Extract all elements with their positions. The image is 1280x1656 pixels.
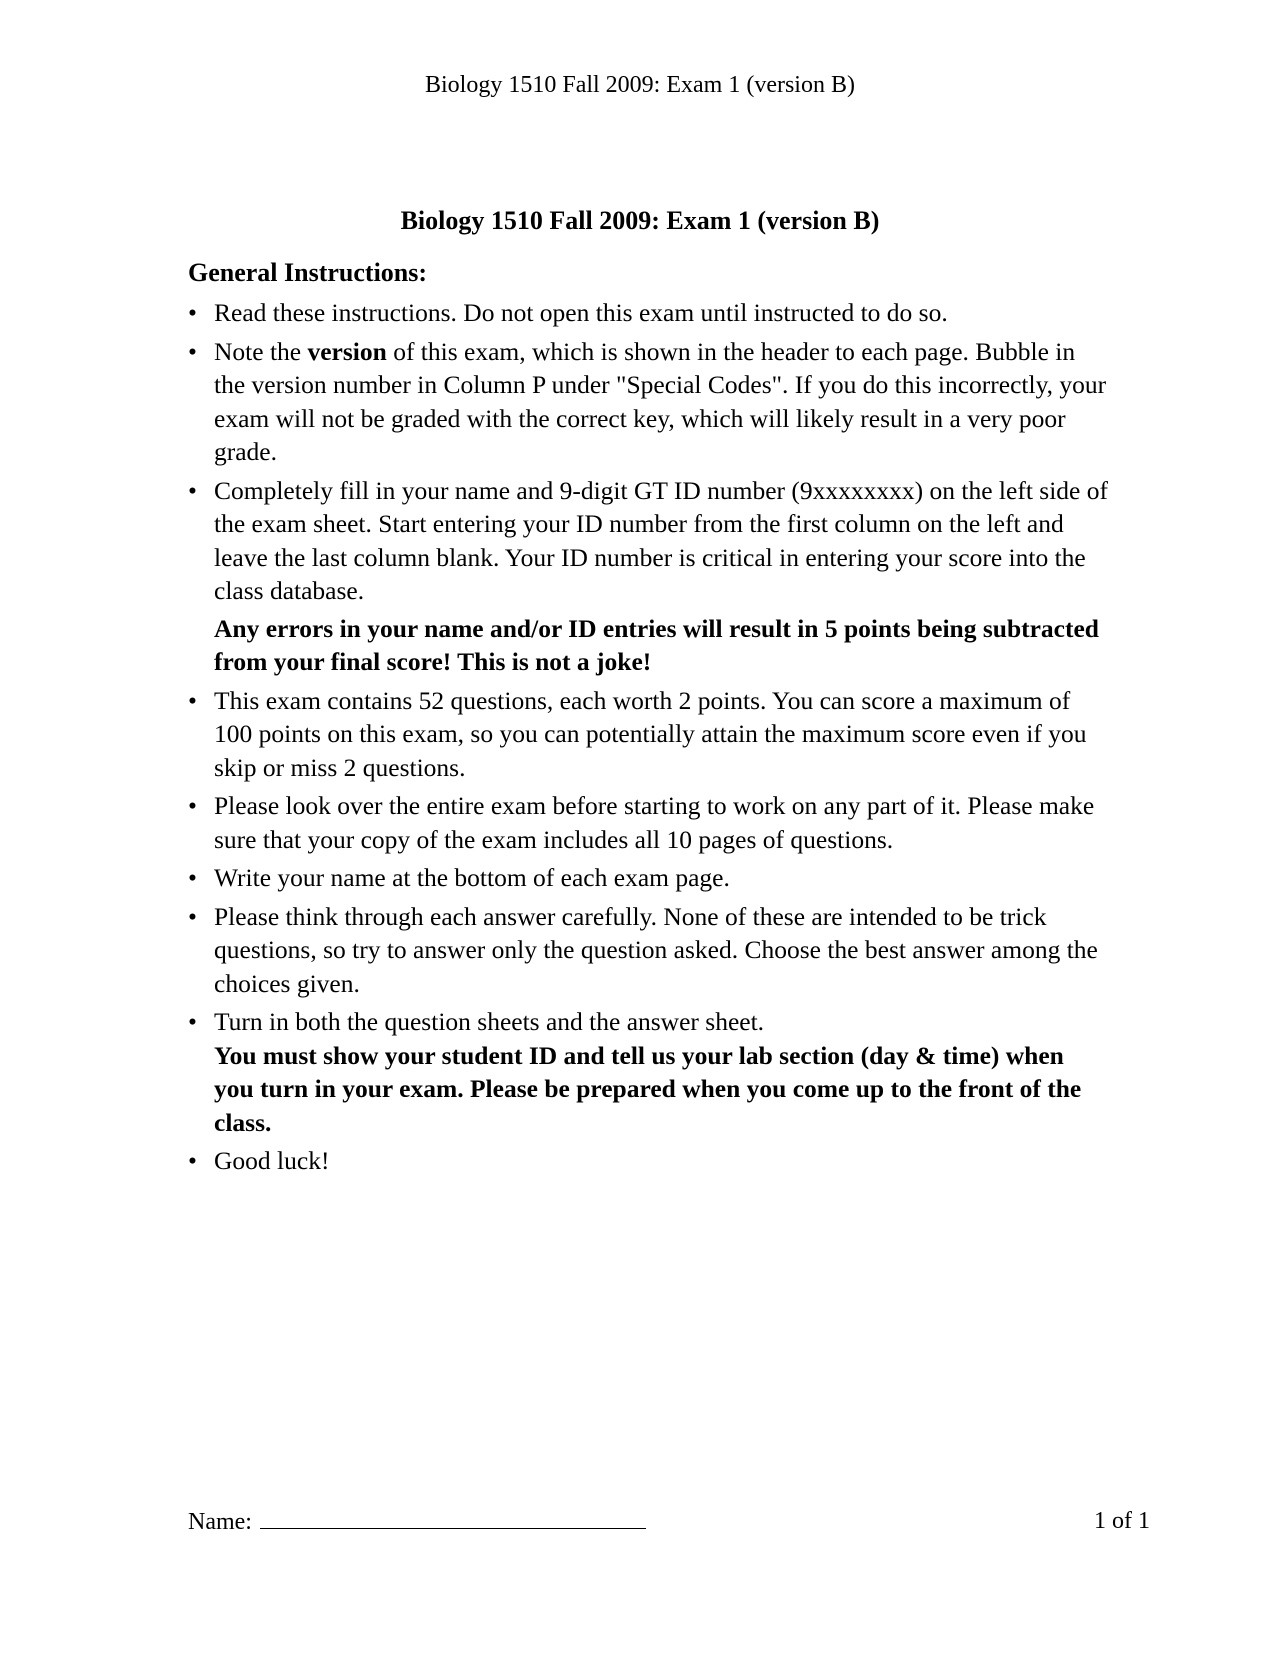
bullet-icon: •: [188, 791, 197, 820]
page-number: 1 of 1: [1094, 1508, 1150, 1534]
instruction-text: Read these instructions. Do not open this exam until instructed to do so.: [214, 298, 948, 327]
bullet-icon: •: [188, 901, 197, 931]
bullet-icon: •: [188, 298, 197, 327]
instruction-item: [188, 900, 1108, 1001]
bullet-icon: •: [188, 863, 197, 892]
bullet-icon: •: [188, 475, 197, 505]
instruction-item: [188, 861, 1108, 895]
section-heading: General Instructions:: [188, 258, 428, 287]
instruction-item: [188, 296, 1108, 330]
bullet-icon: •: [188, 1007, 197, 1036]
instruction-text: Turn in both the question sheets and the answer sheet.: [214, 1007, 765, 1036]
instruction-item: [188, 684, 1108, 785]
instruction-text: Completely fill in your name and 9-digit GT ID number (9xxxxxxxx) on the left side of the exam sheet. Start entering your ID number from the first column on the left and leave the last column blank. Your ID number is critical in entering your score into the class database.: [214, 475, 1108, 605]
name-blank-line: [260, 1508, 646, 1529]
instruction-text: of this exam, which is shown in the header to each page. Bubble in the version number in Column P under "Special Codes". If you do this incorrectly, your exam will not be graded with the correct key, which will likely result in a very poor grade.: [214, 336, 1107, 466]
instruction-warning: Any errors in your name and/or ID entries will result in 5 points being subtracted from your final score! This is not a joke!: [214, 613, 1099, 676]
instruction-item: [188, 789, 1108, 856]
instruction-emphasis: version: [307, 336, 387, 366]
page-header: Biology 1510 Fall 2009: Exam 1 (version B): [425, 72, 855, 98]
name-label: Name:: [188, 1509, 252, 1535]
instruction-item: [188, 1144, 1108, 1178]
instruction-text: Please look over the entire exam before starting to work on any part of it. Please make sure that your copy of the exam includes all 10 pages of questions.: [214, 791, 1095, 854]
bullet-icon: •: [188, 336, 197, 366]
instruction-item: [188, 335, 1108, 469]
instruction-text: Write your name at the bottom of each exam page.: [214, 863, 730, 892]
instruction-text: Good luck!: [214, 1146, 330, 1175]
instructions-list: [188, 296, 1108, 1183]
instruction-item: [188, 1005, 1108, 1139]
bullet-icon: •: [188, 685, 197, 715]
name-field: [188, 1508, 646, 1536]
instruction-text: Please think through each answer carefully. None of these are intended to be trick questions, so try to answer only the question asked. Choose the best answer among the choices given.: [214, 901, 1098, 998]
instruction-text: Note the: [214, 336, 308, 366]
page-title: Biology 1510 Fall 2009: Exam 1 (version B): [400, 206, 880, 235]
instruction-text: This exam contains 52 questions, each worth 2 points. You can score a maximum of 100 points on this exam, so you can potentially attain the maximum score even if you skip or miss 2 questions.: [214, 685, 1087, 782]
instruction-item: [188, 474, 1108, 679]
instruction-warning: You must show your student ID and tell us your lab section (day & time) when you turn in your exam. Please be prepared when you come up to the front of the class.: [214, 1040, 1082, 1137]
bullet-icon: •: [188, 1146, 197, 1175]
